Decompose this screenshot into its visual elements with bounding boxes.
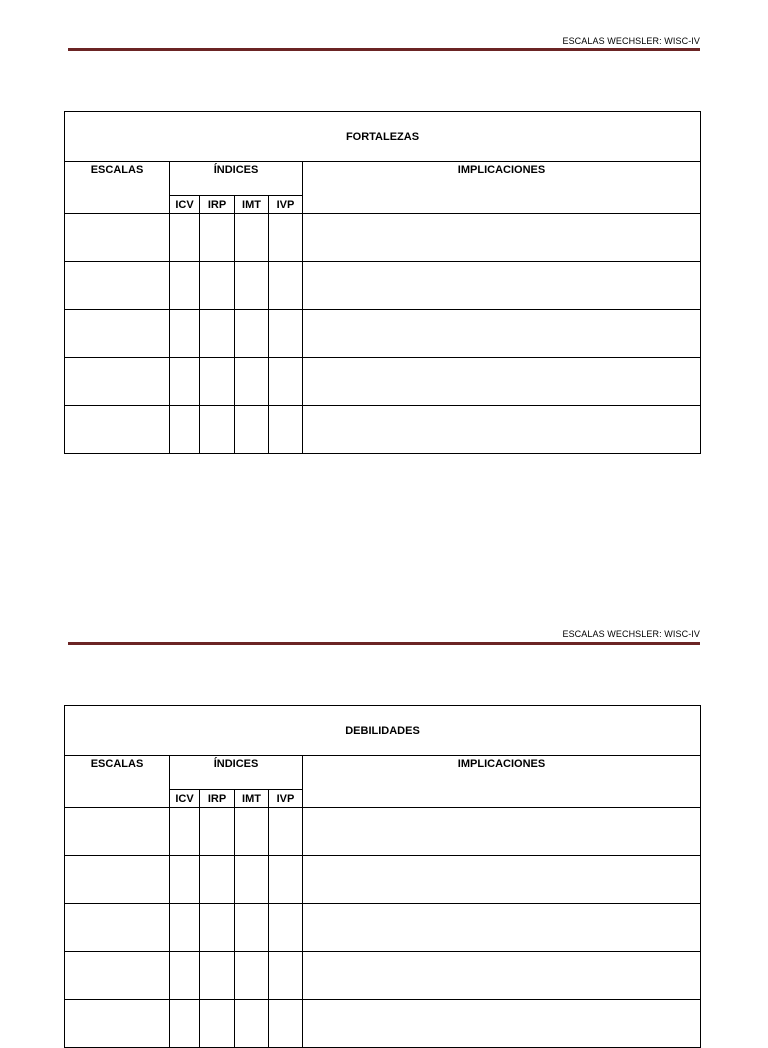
icv-cell[interactable] (170, 310, 200, 358)
icv-cell[interactable] (170, 262, 200, 310)
implicaciones-cell[interactable] (303, 214, 701, 262)
icv-header: ICV (170, 196, 200, 214)
irp-cell[interactable] (200, 406, 235, 454)
table-row (65, 214, 701, 262)
implicaciones-cell[interactable] (303, 358, 701, 406)
imt-cell[interactable] (235, 406, 269, 454)
ivp-cell[interactable] (269, 358, 303, 406)
irp-cell[interactable] (200, 310, 235, 358)
escala-cell[interactable] (65, 952, 170, 1000)
escalas-header: ESCALAS (65, 162, 170, 214)
ivp-cell[interactable] (269, 262, 303, 310)
icv-cell[interactable] (170, 406, 200, 454)
debilidades-table (64, 705, 701, 1048)
irp-header: IRP (200, 196, 235, 214)
ivp-cell[interactable] (269, 214, 303, 262)
imt-cell[interactable] (235, 310, 269, 358)
escala-cell[interactable] (65, 262, 170, 310)
table-title: DEBILIDADES (65, 706, 701, 756)
table-row (65, 952, 701, 1000)
escala-cell[interactable] (65, 310, 170, 358)
escala-cell[interactable] (65, 808, 170, 856)
irp-cell[interactable] (200, 904, 235, 952)
implicaciones-cell[interactable] (303, 856, 701, 904)
table-row (65, 262, 701, 310)
imt-header: IMT (235, 196, 269, 214)
escala-cell[interactable] (65, 406, 170, 454)
escalas-header: ESCALAS (65, 756, 170, 808)
implicaciones-cell[interactable] (303, 808, 701, 856)
imt-cell[interactable] (235, 358, 269, 406)
irp-cell[interactable] (200, 856, 235, 904)
icv-cell[interactable] (170, 358, 200, 406)
indices-header: ÍNDICES (170, 756, 303, 790)
irp-header: IRP (200, 790, 235, 808)
page-header-2: ESCALAS WECHSLER: WISC-IV (562, 629, 700, 639)
implicaciones-cell[interactable] (303, 262, 701, 310)
table-title: FORTALEZAS (65, 112, 701, 162)
fortalezas-table (64, 111, 701, 454)
imt-cell[interactable] (235, 952, 269, 1000)
irp-cell[interactable] (200, 808, 235, 856)
icv-cell[interactable] (170, 856, 200, 904)
indices-header: ÍNDICES (170, 162, 303, 196)
header-rule-1 (68, 48, 700, 51)
imt-cell[interactable] (235, 214, 269, 262)
implicaciones-cell[interactable] (303, 310, 701, 358)
ivp-cell[interactable] (269, 406, 303, 454)
table-row (65, 406, 701, 454)
imt-cell[interactable] (235, 808, 269, 856)
implicaciones-cell[interactable] (303, 406, 701, 454)
table-row (65, 856, 701, 904)
ivp-header: IVP (269, 790, 303, 808)
imt-header: IMT (235, 790, 269, 808)
ivp-cell[interactable] (269, 808, 303, 856)
table-row (65, 310, 701, 358)
icv-cell[interactable] (170, 952, 200, 1000)
icv-cell[interactable] (170, 808, 200, 856)
ivp-cell[interactable] (269, 856, 303, 904)
implicaciones-header: IMPLICACIONES (303, 162, 701, 214)
page-header-1: ESCALAS WECHSLER: WISC-IV (562, 36, 700, 46)
escala-cell[interactable] (65, 856, 170, 904)
icv-cell[interactable] (170, 214, 200, 262)
table-row (65, 808, 701, 856)
imt-cell[interactable] (235, 262, 269, 310)
header-rule-2 (68, 642, 700, 645)
irp-cell[interactable] (200, 262, 235, 310)
icv-cell[interactable] (170, 904, 200, 952)
imt-cell[interactable] (235, 904, 269, 952)
ivp-cell[interactable] (269, 310, 303, 358)
imt-cell[interactable] (235, 856, 269, 904)
ivp-cell[interactable] (269, 952, 303, 1000)
irp-cell[interactable] (200, 358, 235, 406)
escala-cell[interactable] (65, 214, 170, 262)
ivp-header: IVP (269, 196, 303, 214)
implicaciones-cell[interactable] (303, 952, 701, 1000)
table-row (65, 358, 701, 406)
table-row (65, 904, 701, 952)
icv-header: ICV (170, 790, 200, 808)
escala-cell[interactable] (65, 904, 170, 952)
escala-cell[interactable] (65, 358, 170, 406)
implicaciones-header: IMPLICACIONES (303, 756, 701, 808)
implicaciones-cell[interactable] (303, 904, 701, 952)
irp-cell[interactable] (200, 952, 235, 1000)
ivp-cell[interactable] (269, 904, 303, 952)
irp-cell[interactable] (200, 214, 235, 262)
